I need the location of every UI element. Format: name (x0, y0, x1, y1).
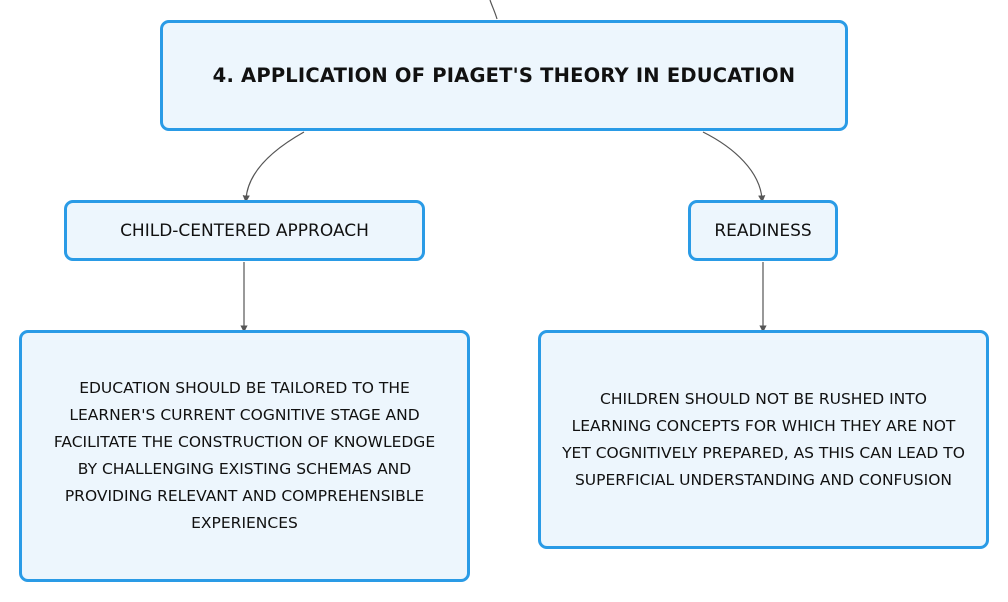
detail-line: YET COGNITIVELY PREPARED, AS THIS CAN LEAD TO (562, 443, 965, 462)
detail-line: PROVIDING RELEVANT AND COMPREHENSIBLE (64, 487, 425, 505)
branch-label: CHILD-CENTERED APPROACH (120, 220, 369, 241)
detail-line: BY CHALLENGING EXISTING SCHEMAS AND (77, 460, 412, 478)
connector-from-parent (490, 0, 497, 19)
detail-line: LEARNER'S CURRENT COGNITIVE STAGE AND (69, 406, 420, 424)
connector-title-to-child-centered (246, 132, 304, 199)
detail-line: CHILDREN SHOULD NOT BE RUSHED INTO (600, 389, 927, 408)
connector-title-to-readiness (703, 132, 762, 199)
detail-line: SUPERFICIAL UNDERSTANDING AND CONFUSION (574, 470, 953, 489)
detail-line: FACILITATE THE CONSTRUCTION OF KNOWLEDGE (53, 433, 436, 451)
detail-node-readiness[interactable] (538, 330, 989, 549)
branch-node-child-centered-approach[interactable] (64, 200, 425, 261)
branch-label: READINESS (714, 220, 812, 241)
title-node[interactable] (160, 20, 848, 131)
detail-line: EXPERIENCES (191, 514, 298, 532)
detail-text (552, 386, 975, 494)
title-label: 4. APPLICATION OF PIAGET'S THEORY IN EDUCATION (212, 64, 796, 87)
branch-node-readiness[interactable] (688, 200, 838, 261)
detail-line: EDUCATION SHOULD BE TAILORED TO THE (79, 379, 410, 397)
detail-line: LEARNING CONCEPTS FOR WHICH THEY ARE NOT (571, 416, 956, 435)
detail-text (44, 375, 445, 537)
detail-node-child-centered-approach[interactable] (19, 330, 470, 582)
